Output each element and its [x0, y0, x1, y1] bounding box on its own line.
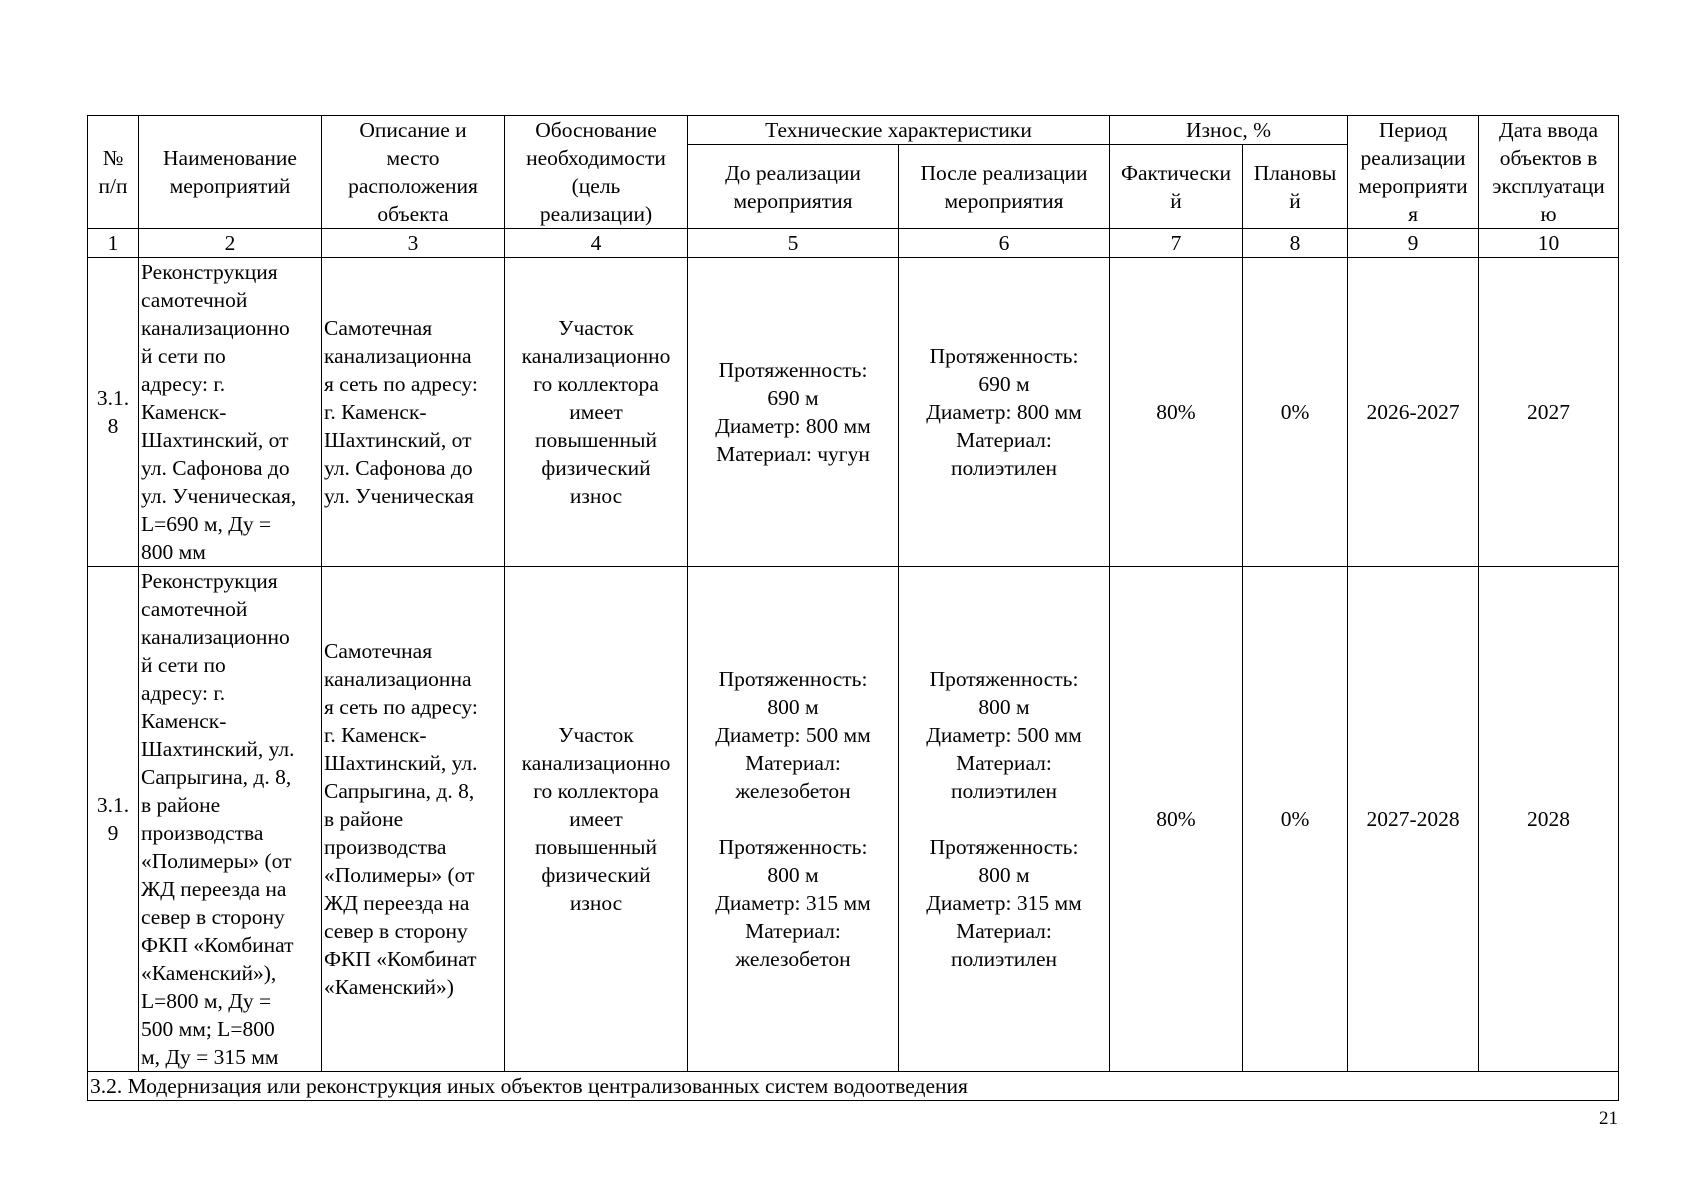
object-description: Самотечная канализационна я сеть по адресу: г. Каменск- Шахтинский, ул. Сапрыгина, д. 8, в районе производства «Полимеры» (от ЖД переезда на север в сторону ФКП «Комбинат «Каменский»)	[322, 567, 505, 1072]
column-number: 10	[1479, 229, 1619, 258]
tech-before: Протяженность: 690 м Диаметр: 800 мм Материал: чугун	[688, 258, 899, 567]
header-wear-planned: Плановы й	[1243, 145, 1348, 229]
implementation-period: 2027-2028	[1348, 567, 1479, 1072]
section-heading: 3.2. Модернизация или реконструкция иных объектов централизованных систем водоотведения	[88, 1072, 1619, 1101]
page-number: 21	[1599, 1108, 1618, 1129]
column-number: 3	[322, 229, 505, 258]
header-description: Описание и место расположения объекта	[322, 116, 505, 229]
header-tech-after: После реализации мероприятия	[899, 145, 1110, 229]
implementation-period: 2026-2027	[1348, 258, 1479, 567]
row-number: 3.1. 8	[88, 258, 139, 567]
column-number: 7	[1110, 229, 1243, 258]
measures-table	[87, 115, 1619, 1101]
justification: Участок канализационно го коллектора имеет повышенный физический износ	[505, 258, 688, 567]
column-numbers-row	[88, 229, 1619, 258]
tech-after: Протяженность: 690 м Диаметр: 800 мм Материал: полиэтилен	[899, 258, 1110, 567]
column-number: 6	[899, 229, 1110, 258]
header-name: Наименование мероприятий	[139, 116, 322, 229]
wear-planned: 0%	[1243, 567, 1348, 1072]
commissioning-date: 2028	[1479, 567, 1619, 1072]
column-number: 9	[1348, 229, 1479, 258]
header-commissioning-date: Дата ввода объектов в эксплуатаци ю	[1479, 116, 1619, 229]
header-justification: Обоснование необходимости (цель реализации)	[505, 116, 688, 229]
justification: Участок канализационно го коллектора имеет повышенный физический износ	[505, 567, 688, 1072]
header-wear: Износ, %	[1110, 116, 1348, 145]
column-number: 8	[1243, 229, 1348, 258]
wear-planned: 0%	[1243, 258, 1348, 567]
header-period: Период реализации мероприяти я	[1348, 116, 1479, 229]
object-description: Самотечная канализационна я сеть по адресу: г. Каменск- Шахтинский, от ул. Сафонова до ул. Ученическая	[322, 258, 505, 567]
table-row	[88, 567, 1619, 1072]
measure-name: Реконструкция самотечной канализационно й сети по адресу: г. Каменск- Шахтинский, ул. Сапрыгина, д. 8, в районе производства «Полимеры» (от ЖД переезда на север в сторону ФКП «Комбинат «Каменский»), L=800 м, Ду = 500 мм; L=800 м, Ду = 315 мм	[139, 567, 322, 1072]
measure-name: Реконструкция самотечной канализационно й сети по адресу: г. Каменск- Шахтинский, от ул. Сафонова до ул. Ученическая, L=690 м, Ду = 800 мм	[139, 258, 322, 567]
header-num: № п/п	[88, 116, 139, 229]
header-tech-before: До реализации мероприятия	[688, 145, 899, 229]
table-row	[88, 258, 1619, 567]
column-number: 5	[688, 229, 899, 258]
column-number: 2	[139, 229, 322, 258]
commissioning-date: 2027	[1479, 258, 1619, 567]
row-number: 3.1. 9	[88, 567, 139, 1072]
wear-actual: 80%	[1110, 567, 1243, 1072]
column-number: 1	[88, 229, 139, 258]
tech-after: Протяженность: 800 м Диаметр: 500 мм Материал: полиэтилен Протяженность: 800 м Диаметр: 315 мм Материал: полиэтилен	[899, 567, 1110, 1072]
header-tech-characteristics: Технические характеристики	[688, 116, 1110, 145]
tech-before: Протяженность: 800 м Диаметр: 500 мм Материал: железобетон Протяженность: 800 м Диаметр: 315 мм Материал: железобетон	[688, 567, 899, 1072]
column-number: 4	[505, 229, 688, 258]
wear-actual: 80%	[1110, 258, 1243, 567]
header-wear-actual: Фактически й	[1110, 145, 1243, 229]
